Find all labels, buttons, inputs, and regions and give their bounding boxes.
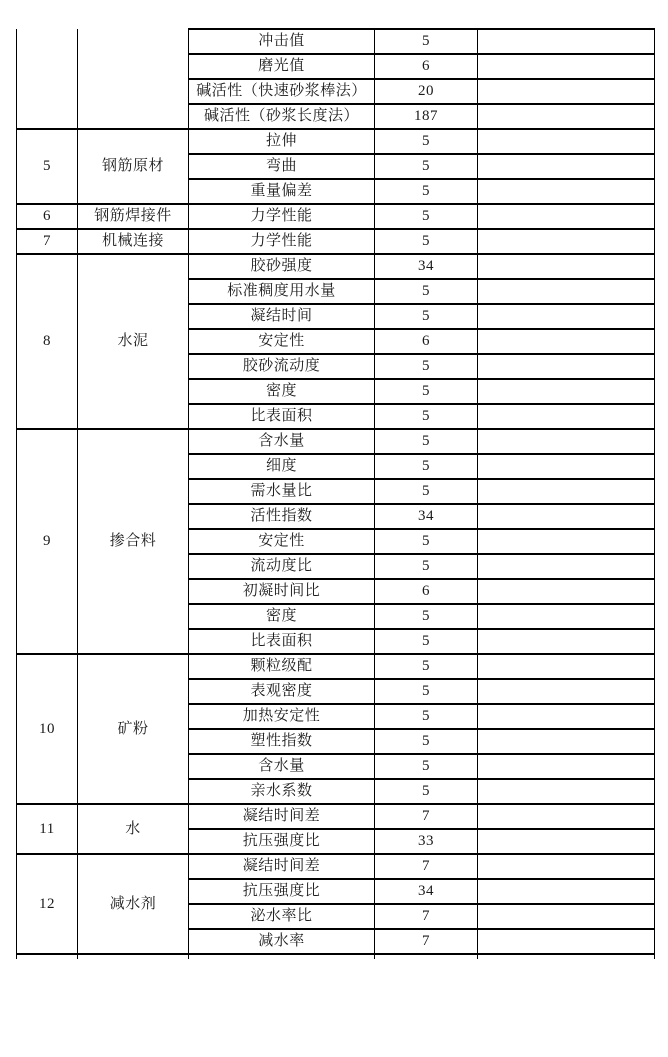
page-break-stub-cell	[478, 954, 655, 959]
item-value-cell: 5	[375, 604, 478, 629]
item-value-cell: 5	[375, 279, 478, 304]
item-name-cell: 活性指数	[189, 504, 375, 529]
section-number-cell: 11	[17, 804, 78, 854]
item-note-cell	[478, 504, 655, 529]
item-name-cell: 弯曲	[189, 154, 375, 179]
item-name-cell: 凝结时间差	[189, 854, 375, 879]
table-row	[17, 29, 655, 54]
item-value-cell: 34	[375, 254, 478, 279]
item-name-cell: 力学性能	[189, 229, 375, 254]
item-value-cell: 5	[375, 229, 478, 254]
item-note-cell	[478, 479, 655, 504]
item-value-cell: 5	[375, 179, 478, 204]
item-value-cell: 5	[375, 354, 478, 379]
item-name-cell: 密度	[189, 604, 375, 629]
section-number-cell: 9	[17, 429, 78, 654]
item-note-cell	[478, 829, 655, 854]
item-value-cell: 187	[375, 104, 478, 129]
page-break-stub	[17, 954, 655, 959]
item-note-cell	[478, 579, 655, 604]
item-note-cell	[478, 304, 655, 329]
item-value-cell: 5	[375, 479, 478, 504]
page-break-stub-row	[17, 954, 655, 959]
item-value-cell: 34	[375, 879, 478, 904]
item-value-cell: 7	[375, 854, 478, 879]
table-row	[17, 854, 655, 879]
item-name-cell: 重量偏差	[189, 179, 375, 204]
item-note-cell	[478, 679, 655, 704]
item-value-cell: 6	[375, 329, 478, 354]
item-name-cell: 比表面积	[189, 404, 375, 429]
section-11	[17, 804, 655, 854]
item-name-cell: 表观密度	[189, 679, 375, 704]
section-continued	[17, 29, 655, 129]
section-number-cell: 7	[17, 229, 78, 254]
table-row	[17, 229, 655, 254]
inspection-table	[16, 28, 655, 959]
item-name-cell: 泌水率比	[189, 904, 375, 929]
item-value-cell: 5	[375, 29, 478, 54]
section-9	[17, 429, 655, 654]
item-note-cell	[478, 204, 655, 229]
item-value-cell: 7	[375, 904, 478, 929]
item-note-cell	[478, 429, 655, 454]
item-name-cell: 加热安定性	[189, 704, 375, 729]
item-note-cell	[478, 454, 655, 479]
item-note-cell	[478, 404, 655, 429]
section-category-cell: 钢筋焊接件	[78, 204, 189, 229]
section-category-cell: 机械连接	[78, 229, 189, 254]
section-5	[17, 129, 655, 204]
section-category-cell	[78, 29, 189, 129]
section-10	[17, 654, 655, 804]
table-row	[17, 654, 655, 679]
item-note-cell	[478, 104, 655, 129]
item-name-cell: 磨光值	[189, 54, 375, 79]
section-number-cell: 12	[17, 854, 78, 954]
item-value-cell: 5	[375, 129, 478, 154]
item-note-cell	[478, 354, 655, 379]
page-break-stub-cell	[78, 954, 189, 959]
item-name-cell: 凝结时间	[189, 304, 375, 329]
item-name-cell: 塑性指数	[189, 729, 375, 754]
item-name-cell: 碱活性（砂浆长度法）	[189, 104, 375, 129]
item-name-cell: 拉伸	[189, 129, 375, 154]
item-note-cell	[478, 54, 655, 79]
item-name-cell: 胶砂流动度	[189, 354, 375, 379]
item-note-cell	[478, 804, 655, 829]
item-name-cell: 冲击值	[189, 29, 375, 54]
item-note-cell	[478, 779, 655, 804]
item-name-cell: 抗压强度比	[189, 879, 375, 904]
item-note-cell	[478, 79, 655, 104]
page-break-stub-cell	[375, 954, 478, 959]
table-row	[17, 204, 655, 229]
item-value-cell: 5	[375, 629, 478, 654]
section-8	[17, 254, 655, 429]
item-value-cell: 33	[375, 829, 478, 854]
section-category-cell: 水	[78, 804, 189, 854]
item-name-cell: 减水率	[189, 929, 375, 954]
section-6	[17, 204, 655, 229]
item-value-cell: 20	[375, 79, 478, 104]
item-value-cell: 6	[375, 54, 478, 79]
item-name-cell: 抗压强度比	[189, 829, 375, 854]
section-category-cell: 矿粉	[78, 654, 189, 804]
item-note-cell	[478, 554, 655, 579]
item-value-cell: 5	[375, 654, 478, 679]
item-value-cell: 5	[375, 779, 478, 804]
item-value-cell: 7	[375, 804, 478, 829]
item-name-cell: 含水量	[189, 429, 375, 454]
item-note-cell	[478, 154, 655, 179]
item-note-cell	[478, 754, 655, 779]
item-value-cell: 5	[375, 754, 478, 779]
item-value-cell: 5	[375, 554, 478, 579]
item-name-cell: 胶砂强度	[189, 254, 375, 279]
item-value-cell: 5	[375, 304, 478, 329]
item-note-cell	[478, 179, 655, 204]
item-name-cell: 含水量	[189, 754, 375, 779]
item-note-cell	[478, 704, 655, 729]
item-note-cell	[478, 129, 655, 154]
item-name-cell: 标准稠度用水量	[189, 279, 375, 304]
item-value-cell: 5	[375, 379, 478, 404]
section-7	[17, 229, 655, 254]
section-number-cell: 6	[17, 204, 78, 229]
section-number-cell	[17, 29, 78, 129]
item-value-cell: 5	[375, 704, 478, 729]
item-note-cell	[478, 729, 655, 754]
item-note-cell	[478, 329, 655, 354]
item-value-cell: 5	[375, 429, 478, 454]
item-note-cell	[478, 254, 655, 279]
item-value-cell: 5	[375, 529, 478, 554]
section-category-cell: 减水剂	[78, 854, 189, 954]
item-name-cell: 比表面积	[189, 629, 375, 654]
item-value-cell: 34	[375, 504, 478, 529]
item-note-cell	[478, 29, 655, 54]
section-category-cell: 掺合料	[78, 429, 189, 654]
item-name-cell: 安定性	[189, 329, 375, 354]
section-category-cell: 钢筋原材	[78, 129, 189, 204]
item-name-cell: 凝结时间差	[189, 804, 375, 829]
item-name-cell: 细度	[189, 454, 375, 479]
item-name-cell: 亲水系数	[189, 779, 375, 804]
item-value-cell: 5	[375, 154, 478, 179]
table-row	[17, 129, 655, 154]
item-value-cell: 5	[375, 454, 478, 479]
item-value-cell: 6	[375, 579, 478, 604]
table-row	[17, 429, 655, 454]
table-row	[17, 254, 655, 279]
item-name-cell: 碱活性（快速砂浆棒法）	[189, 79, 375, 104]
section-number-cell: 8	[17, 254, 78, 429]
section-number-cell: 5	[17, 129, 78, 204]
section-number-cell: 10	[17, 654, 78, 804]
item-name-cell: 安定性	[189, 529, 375, 554]
item-value-cell: 5	[375, 404, 478, 429]
item-name-cell: 初凝时间比	[189, 579, 375, 604]
item-note-cell	[478, 229, 655, 254]
item-value-cell: 5	[375, 204, 478, 229]
item-note-cell	[478, 929, 655, 954]
item-note-cell	[478, 529, 655, 554]
section-12	[17, 854, 655, 954]
page-break-stub-cell	[189, 954, 375, 959]
item-value-cell: 5	[375, 729, 478, 754]
item-name-cell: 需水量比	[189, 479, 375, 504]
item-note-cell	[478, 854, 655, 879]
section-category-cell: 水泥	[78, 254, 189, 429]
item-note-cell	[478, 604, 655, 629]
item-note-cell	[478, 279, 655, 304]
item-value-cell: 5	[375, 679, 478, 704]
item-note-cell	[478, 379, 655, 404]
item-note-cell	[478, 879, 655, 904]
item-name-cell: 力学性能	[189, 204, 375, 229]
page-break-stub-cell	[17, 954, 78, 959]
item-name-cell: 流动度比	[189, 554, 375, 579]
item-value-cell: 7	[375, 929, 478, 954]
item-note-cell	[478, 629, 655, 654]
item-name-cell: 密度	[189, 379, 375, 404]
item-note-cell	[478, 904, 655, 929]
table-row	[17, 804, 655, 829]
item-name-cell: 颗粒级配	[189, 654, 375, 679]
item-note-cell	[478, 654, 655, 679]
